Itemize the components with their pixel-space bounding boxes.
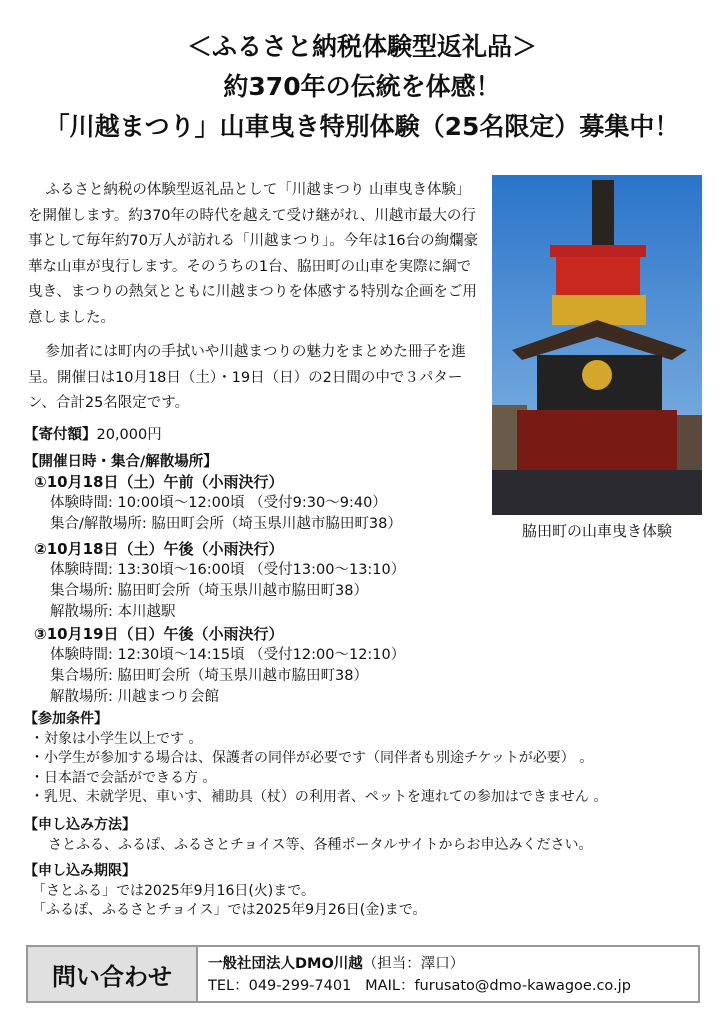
schedule-session: [34, 624, 405, 708]
deadline-heading: 【申し込み期限】: [24, 863, 136, 879]
method-heading: 【申し込み方法】: [24, 817, 136, 833]
intro-paragraph-2: 参加者には町内の手拭いや川越まつりの魅力をまとめた冊子を進呈。開催日は10月18日（土）・19日（日）の2日間の中で３パターン、合計25名限定です。: [28, 344, 466, 411]
session-title: ②10月18日（土）午後（小雨決行）: [34, 540, 284, 558]
method-text: さとふる、ふるぽ、ふるさとチョイス等、各種ポータルサイトからお申込みください。: [48, 837, 593, 853]
session-line: 解散場所: 川越まつり会館: [50, 689, 219, 705]
contact-person: （担当：澤口）: [362, 956, 465, 972]
photo-caption: 脇田町の山車曳き体験: [521, 522, 672, 540]
deadline-line: 「ふるぽ、ふるさとチョイス」では2025年9月26日(金)まで。: [32, 902, 427, 918]
title-line-3: 「川越まつり」山車曳き特別体験（25名限定）募集中！: [44, 112, 680, 141]
schedule-heading: 【開催日時・集合/解散場所】: [24, 454, 218, 470]
session-line: 体験時間: 13:30頃～16:00頃 （受付13:00～13:10）: [50, 562, 406, 578]
session-line: 集合場所: 脇田町会所（埼玉県川越市脇田町38）: [50, 668, 368, 684]
contact-mail[interactable]: MAIL：furusato@dmo-kawagoe.co.jp: [365, 978, 631, 994]
session-line: 体験時間: 12:30頃～14:15頃 （受付12:00～12:10）: [50, 647, 406, 663]
conditions-heading: 【参加条件】: [24, 711, 108, 727]
condition-item: ・対象は小学生以上です 。: [30, 730, 203, 747]
session-title: ③10月19日（日）午後（小雨決行）: [34, 625, 284, 643]
session-title: ①10月18日（土）午前（小雨決行）: [34, 473, 284, 491]
session-line: 集合/解散場所: 脇田町会所（埼玉県川越市脇田町38）: [50, 516, 402, 532]
donation-value: 20,000円: [96, 427, 162, 443]
festival-float-photo: [492, 175, 702, 515]
condition-item: ・乳児、未就学児、車いす、補助具（杖）の利用者、ペットを連れての参加はできません 。: [30, 789, 608, 805]
session-line: 集合場所: 脇田町会所（埼玉県川越市脇田町38）: [50, 583, 368, 599]
schedule-session: [34, 539, 405, 623]
title-line-1: ＜ふるさと納税体験型返礼品＞: [186, 32, 537, 61]
condition-item: ・小学生が参加する場合は、保護者の同伴が必要です（同伴者も別途チケットが必要） 。: [30, 750, 594, 766]
contact-tel[interactable]: TEL：049-299-7401: [208, 978, 352, 994]
donation-label: 【寄付額】: [24, 427, 97, 443]
title-line-2: 約370年の伝統を体感！: [223, 72, 501, 101]
contact-label: 問い合わせ: [28, 947, 198, 1001]
contact-org: 一般社団法人DMO川越: [208, 956, 363, 972]
conditions-section: [24, 710, 607, 808]
session-line: 体験時間: 10:00頃～12:00頃 （受付9:30～9:40）: [50, 495, 387, 511]
session-line: 解散場所: 本川越駅: [50, 604, 176, 620]
condition-item: ・日本語で会話ができる方 。: [30, 769, 217, 786]
method-section: [24, 815, 592, 855]
schedule-session: [34, 472, 402, 535]
deadline-line: 「さとふる」では2025年9月16日(火)まで。: [32, 882, 315, 899]
deadline-section: [24, 862, 426, 921]
intro-paragraph-1: ふるさと納税の体験型返礼品として「川越まつり 山車曳き体験」を開催します。約370年の時代を越えて受け継がれ、川越市最大の行事として毎年約70万人が訪れる「川越まつり」。今年は16台の絢爛豪華な山車が曳行します。そのうちの1台、脇田町の山車を実際に綱で曳き、まつりの熱気とともに川越まつりを体感する特別な企画をご用意しました。: [28, 182, 479, 326]
contact-box: [26, 945, 700, 1003]
